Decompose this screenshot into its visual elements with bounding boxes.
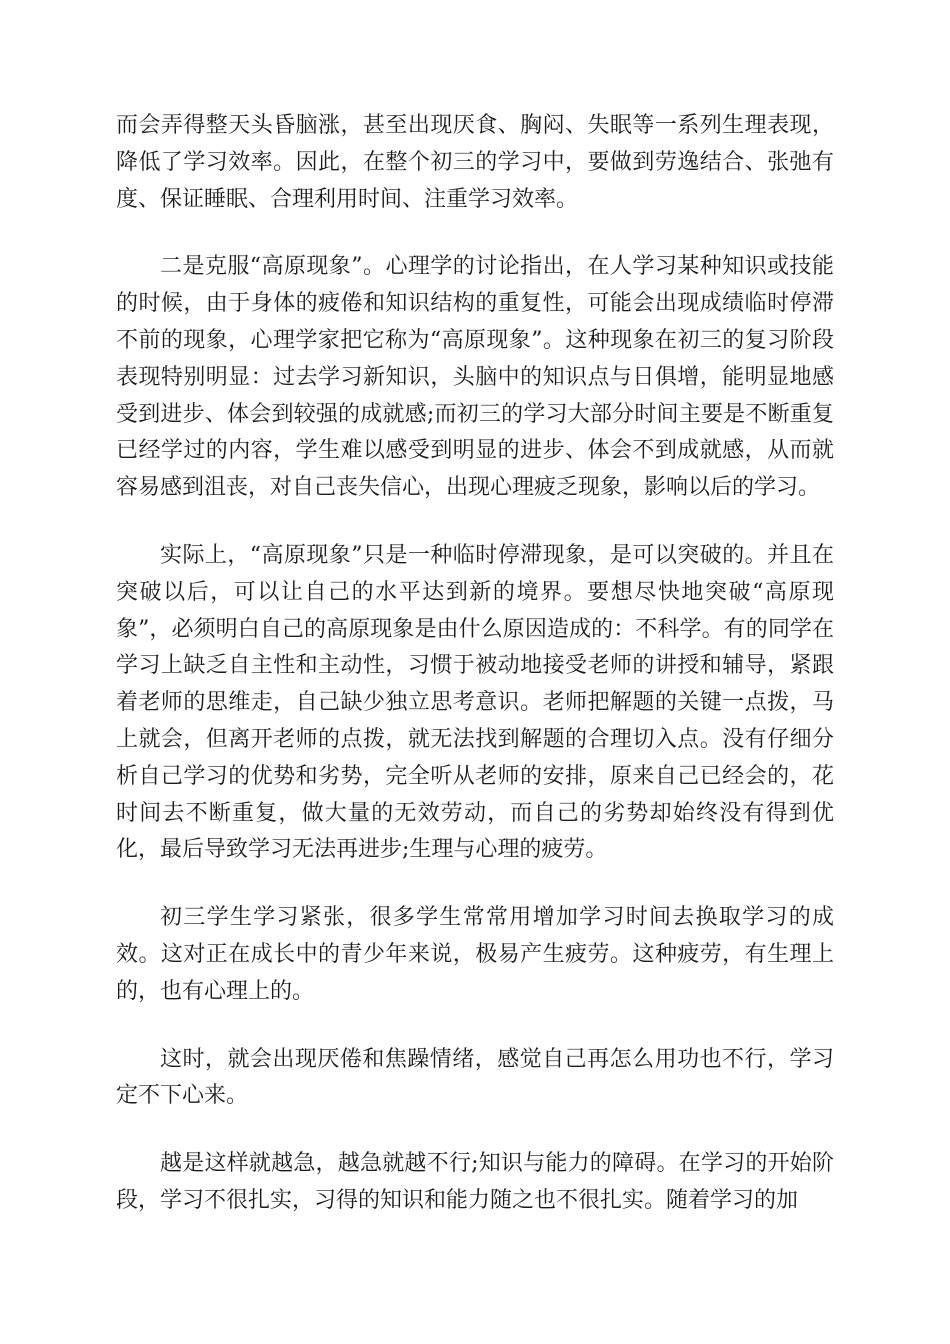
- paragraph-6: 越是这样就越急，越急就越不行;知识与能力的障碍。在学习的开始阶段，学习不很扎实，习得的知识和能力随之也不很扎实。随着学习的加: [116, 1151, 834, 1213]
- paragraph-4: 初三学生学习紧张，很多学生常常用增加学习时间去换取学习的成效。这对正在成长中的青少年来说，极易产生疲劳。这种疲劳，有生理上的，也有心理上的。: [116, 905, 834, 1004]
- paragraph-3: 实际上，“高原现象”只是一种临时停滞现象，是可以突破的。并且在突破以后，可以让自己的水平达到新的境界。要想尽快地突破“高原现象”，必须明白自己的高原现象是由什么原因造成的：不科学。有的同学在学习上缺乏自主性和主动性，习惯于被动地接受老师的讲授和辅导，紧跟着老师的思维走，自己缺少独立思考意识。老师把解题的关键一点拨，马上就会，但离开老师的点拨，就无法找到解题的合理切入点。没有仔细分析自己学习的优势和劣势，完全听从老师的安排，原来自己已经会的，花时间去不断重复，做大量的无效劳动，而自己的劣势却始终没有得到优化，最后导致学习无法再进步;生理与心理的疲劳。: [116, 542, 834, 863]
- paragraph-5: 这时，就会出现厌倦和焦躁情绪，感觉自己再怎么用功也不行，学习定不下心来。: [116, 1046, 834, 1109]
- paragraph-1: 而会弄得整天头昏脑涨，甚至出现厌食、胸闷、失眠等一系列生理表现，降低了学习效率。因此，在整个初三的学习中，要做到劳逸结合、张弛有度、保证睡眠、合理利用时间、注重学习效率。: [116, 113, 834, 212]
- paragraph-2: 二是克服“高原现象”。心理学的讨论指出，在人学习某种知识或技能的时候，由于身体的疲倦和知识结构的重复性，可能会出现成绩临时停滞不前的现象，心理学家把它称为“高原现象”。这种现象在初三的复习阶段表现特别明显：过去学习新知识，头脑中的知识点与日俱增，能明显地感受到进步、体会到较强的成就感;而初三的学习大部分时间主要是不断重复已经学过的内容，学生难以感受到明显的进步、体会不到成就感，从而就容易感到沮丧，对自己丧失信心，出现心理疲乏现象，影响以后的学习。: [116, 254, 834, 501]
- document-body: [116, 108, 834, 1251]
